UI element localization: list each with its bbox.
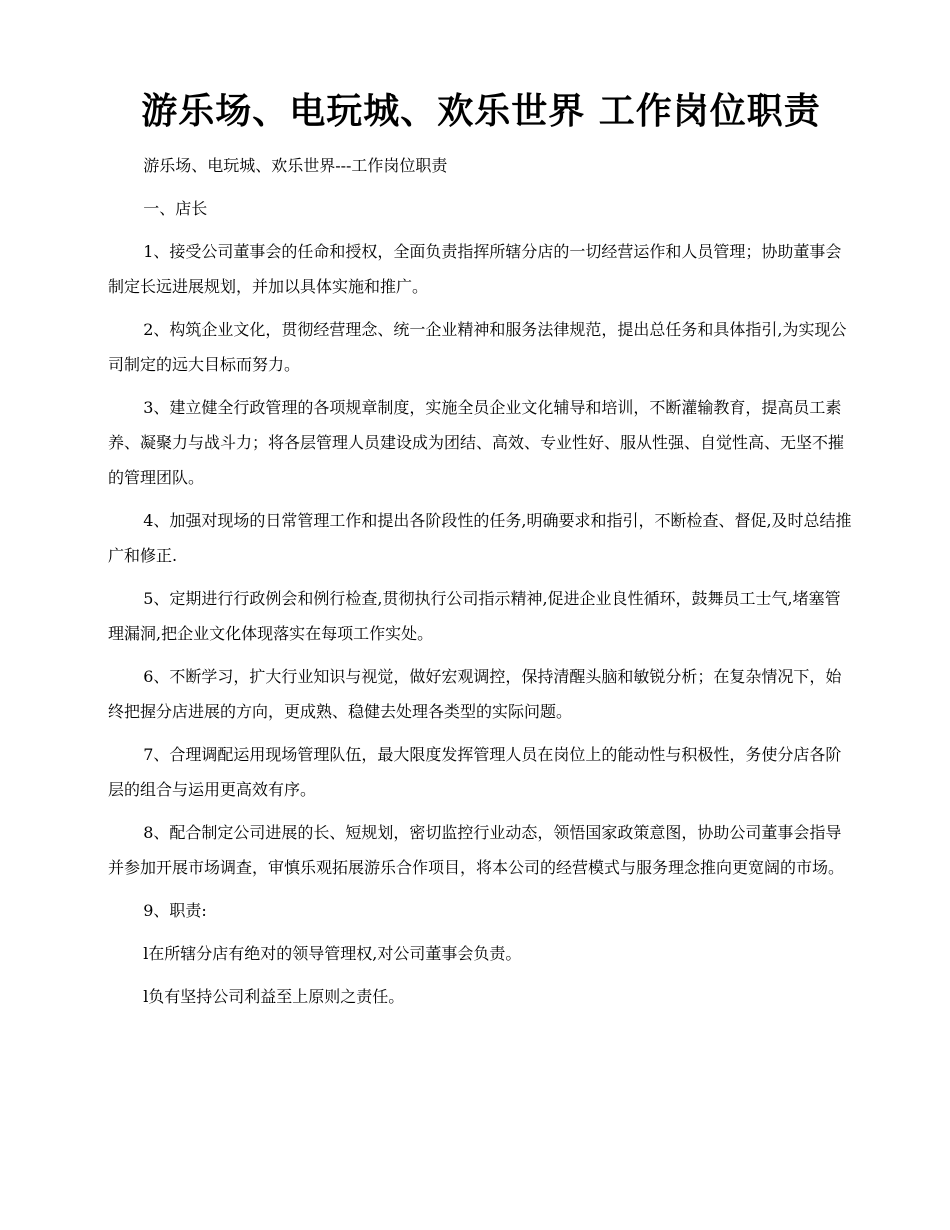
paragraph-3: 3、建立健全行政管理的各项规章制度，实施全员企业文化辅导和培训，不断灌输教育，提高员工素养、凝聚力与战斗力；将各层管理人员建设成为团结、高效、专业性好、服从性强、自觉性高、无坚不摧的管理团队。	[108, 398, 845, 487]
paragraph-5: 5、定期进行行政例会和例行检查,贯彻执行公司指示精神,促进企业良性循环，鼓舞员工士气,堵塞管理漏洞,把企业文化体现落实在每项工作实处。	[108, 589, 841, 643]
section-heading-store-manager: 一、店长	[143, 199, 208, 218]
document-body	[108, 148, 854, 1014]
paragraph-4: 4、加强对现场的日常管理工作和提出各阶段性的任务,明确要求和指引，不断检查、督促,及时总结推广和修正.	[108, 511, 852, 565]
document-subtitle: 游乐场、电玩城、欢乐世界---工作岗位职责	[143, 156, 448, 175]
duty-item: l在所辖分店有绝对的领导管理权,对公司董事会负责。	[143, 944, 522, 963]
paragraph-1: 1、接受公司董事会的任命和授权，全面负责指挥所辖分店的一切经营运作和人员管理；协助董事会制定长远进展规划，并加以具体实施和推广。	[108, 242, 842, 296]
paragraph-7: 7、合理调配运用现场管理队伍，最大限度发挥管理人员在岗位上的能动性与积极性，务使分店各阶层的组合与运用更高效有序。	[108, 745, 842, 799]
paragraph-8: 8、配合制定公司进展的长、短规划，密切监控行业动态，领悟国家政策意图，协助公司董事会指导并参加开展市场调查，审慎乐观拓展游乐合作项目，将本公司的经营模式与服务理念推向更宽阔的市场。	[108, 823, 845, 877]
document-title: 游乐场、电玩城、欢乐世界 工作岗位职责	[141, 91, 821, 132]
paragraph-9-duties: 9、职责:	[143, 901, 207, 920]
paragraph-6: 6、不断学习，扩大行业知识与视觉，做好宏观调控，保持清醒头脑和敏锐分析；在复杂情况下，始终把握分店进展的方向，更成熟、稳健去处理各类型的实际问题。	[108, 667, 842, 721]
duty-item: l负有坚持公司利益至上原则之责任。	[143, 987, 405, 1006]
paragraph-2: 2、构筑企业文化，贯彻经营理念、统一企业精神和服务法律规范，提出总任务和具体指引,为实现公司制定的远大目标而努力。	[108, 320, 847, 374]
